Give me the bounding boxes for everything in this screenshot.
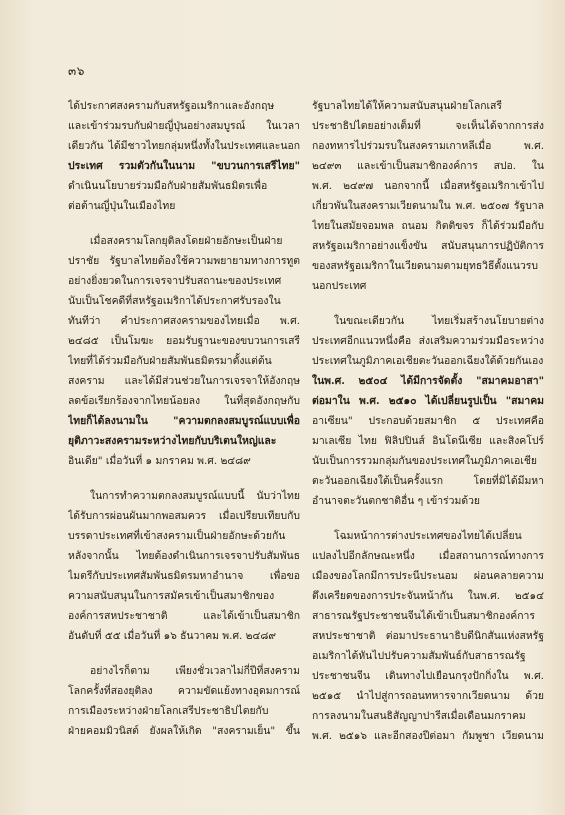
paragraph — [68, 231, 300, 471]
text-line: เมื่อสงครามโลกยุติลงโดยฝ่ายอักษะเป็นฝ่าย — [90, 235, 283, 247]
text-line: อินเดีย" เมื่อวันที่ ๑ มกราคม พ.ศ. ๒๔๘๙ — [68, 455, 251, 467]
text-line: ไทยที่ได้ร่วมมือกับฝ่ายสัมพันธมิตรมาตั้งแต่ต้น — [68, 355, 272, 367]
paragraph — [312, 311, 544, 511]
text-line: องค์การสหประชาชาติ และได้เข้าเป็นสมาชิก — [68, 610, 300, 622]
text-line: ยุติภาวะสงครามระหว่างไทยกับบริเตนใหญ่และ — [68, 435, 277, 447]
text-line: ในขณะเดียวกัน ไทยเริ่มสร้างนโยบายต่าง — [334, 315, 544, 327]
text-line: ประชาธิปไตยอย่างเต็มที่ จะเห็นได้จากการส่ง — [312, 120, 544, 132]
paragraph — [68, 96, 300, 216]
text-line: ได้ประกาศสงครามกับสหรัฐอเมริกาและอังกฤษ — [68, 100, 275, 112]
text-line: อันดับที่ ๕๕ เมื่อวันที่ ๑๖ ธันวาคม พ.ศ. ๒๔๘๙ — [68, 630, 277, 642]
text-line: ตึงเครียดของการประจันหน้ากัน ในพ.ศ. ๒๕๑๔ — [312, 590, 544, 602]
text-line: หลังจากนั้น ไทยต้องดำเนินการเจรจาปรับสัมพันธ — [68, 550, 300, 562]
left-column — [68, 96, 300, 756]
paragraph — [68, 661, 300, 741]
text-line: แปลงไปอีกลักษณะหนึ่ง เมื่อสถานการณ์ทางการ — [312, 550, 544, 562]
text-line: อย่างยิ่งยวดในการเจรจาปรับสถานะของประเทศ — [68, 275, 282, 287]
text-line: ประเทศในภูมิภาคเอเชียตะวันออกเฉียงใต้ด้วยกันเอง — [312, 355, 544, 367]
text-line: ลดข้อเรียกร้องจากไทยน้อยลง ในที่สุดอังกฤษกับ — [68, 395, 300, 407]
text-line: ต่อต้านญี่ปุ่นในเมืองไทย — [68, 200, 176, 212]
text-line: นับเป็นโชคดีที่สหรัฐอเมริกาได้ประกาศรับรองใน — [68, 295, 281, 307]
page-number: ๓๖ — [68, 64, 85, 78]
text-line: การเมืองระหว่างฝ่ายโลกเสรีประชาธิปไตยกับ — [68, 705, 269, 717]
text-line: ในพ.ศ. ๒๕๐๔ ได้มีการจัดตั้ง "สมาคมอาสา" — [312, 375, 544, 387]
text-line: ไทยในสมัยจอมพล ถนอม กิตติขจร ก็ได้ร่วมมือกับ — [312, 220, 544, 232]
text-line: นับเป็นการรวมกลุ่มกันของประเทศในภูมิภาคเอเชีย — [312, 455, 537, 467]
text-line: พ.ศ. ๒๔๙๗ นอกจากนี้ เมื่อสหรัฐอเมริกาเข้าไป — [312, 180, 544, 192]
text-line: บรรดาประเทศที่เข้าสงครามเป็นฝ่ายอักษะด้วยกัน — [68, 530, 286, 542]
text-line: ๒๕๑๕ นำไปสู่การถอนทหารจากเวียดนาม ด้วย — [312, 690, 544, 702]
text-line: นอกประเทศ — [312, 280, 367, 292]
text-line: รัฐบาลไทยได้ให้ความสนับสนุนฝ่ายโลกเสรี — [312, 100, 502, 112]
text-line: เกี่ยวพันในสงครามเวียดนามใน พ.ศ. ๒๕๐๗ รัฐบาล — [312, 200, 544, 212]
text-line: สหรัฐอเมริกาอย่างแข็งขัน สนับสนุนการปฏิบัติการ — [312, 240, 544, 252]
text-line: ตะวันออกเฉียงใต้เป็นครั้งแรก โดยที่มิได้มีมหา — [312, 475, 544, 487]
text-line: สาธารณรัฐประชาชนจีนได้เข้าเป็นสมาชิกองค์การ — [312, 610, 535, 622]
text-line: และเข้าร่วมรบกับฝ่ายญี่ปุ่นอย่างสมบูรณ์ ในเวลา — [68, 120, 300, 132]
text-line: อเมริกาได้หันไปปรับความสัมพันธ์กับสาธารณรัฐ — [312, 650, 526, 662]
text-line: สหประชาชาติ ต่อมาประธานาธิบดีนิกสันแห่งสหรัฐ — [312, 630, 544, 642]
text-line: ของสหรัฐอเมริกาในเวียดนามตามยุทธวิธีตั้งแนวรบ — [312, 260, 538, 272]
text-line: ไมตรีกับประเทศสัมพันธมิตรมหาอำนาจ เพื่อขอ — [68, 570, 300, 582]
text-line: เมืองของโลกมีการประนีประนอม ผ่อนคลายความ — [312, 570, 544, 582]
text-line: อย่างไรก็ตาม เพียงชั่วเวลาไม่กี่ปีที่สงคราม — [90, 665, 300, 677]
text-line: ในการทำความตกลงสมบูรณ์แบบนี้ นับว่าไทย — [90, 490, 300, 502]
text-line: มาเลเซีย ไทย ฟิลิปปินส์ อินโดนีเซีย และสิงคโปร์ — [312, 435, 544, 447]
text-line: ได้รับการผ่อนผันมากพอสมควร เมื่อเปรียบเทียบกับ — [68, 510, 300, 522]
text-line: ๒๔๙๓ และเข้าเป็นสมาชิกองค์การ สปอ. ใน — [312, 160, 544, 172]
text-line: เดียวกัน ได้มีชาวไทยกลุ่มหนึ่งทั้งในประเทศและนอก — [68, 140, 300, 152]
paragraph — [312, 526, 544, 746]
text-line: อำนาจตะวันตกชาติอื่น ๆ เข้าร่วมด้วย — [312, 495, 480, 507]
text-line: ประเทศอีกแนวหนึ่งคือ ส่งเสริมความร่วมมือระหว่าง — [312, 335, 544, 347]
text-line: โฉมหน้าการต่างประเทศของไทยได้เปลี่ยน — [334, 530, 522, 542]
text-line: ความสนับสนุนในการสมัครเข้าเป็นสมาชิกของ — [68, 590, 275, 602]
text-line: สงคราม และได้มีส่วนช่วยในการเจรจาให้อังกฤษ — [68, 375, 300, 387]
text-line: ฝ่ายคอมมิวนิสต์ ยังผลให้เกิด "สงครามเย็น" ขึ้น — [68, 725, 300, 737]
text-line: อาเซียน" ประกอบด้วยสมาชิก ๕ ประเทศคือ — [312, 415, 544, 427]
text-line: ปราชัย รัฐบาลไทยต้องใช้ความพยายามทางการทูต — [68, 255, 300, 267]
text-line: ไทยก็ได้ลงนามใน "ความตกลงสมบูรณ์แบบเพื่อ — [68, 415, 300, 427]
text-line: กองทหารไปร่วมรบในสงครามเกาหลีเมื่อ พ.ศ. — [312, 140, 544, 152]
paragraph — [312, 96, 544, 296]
text-line: ๒๔๘๕ เป็นโมฆะ ยอมรับฐานะของขบวนการเสรี — [68, 335, 300, 347]
right-column — [312, 96, 544, 761]
text-line: พ.ศ. ๒๕๑๖ และอีกสองปีต่อมา กัมพูชา เวียดนาม — [312, 730, 544, 742]
text-line: ทันทีว่า คำประกาศสงครามของไทยเมื่อ พ.ศ. — [68, 315, 300, 327]
text-line: การลงนามในสนธิสัญญาปารีสเมื่อเดือนมกราคม — [312, 710, 526, 722]
text-line: ประชาชนจีน เดินทางไปเยือนกรุงปักกิ่งใน พ.ศ. — [312, 670, 544, 682]
text-line: ดำเนินนโยบายร่วมมือกับฝ่ายสัมพันธมิตรเพื่อ — [68, 180, 268, 192]
text-line: โลกครั้งที่สองยุติลง ความขัดแย้งทางอุดมการณ์ — [68, 685, 300, 697]
paragraph — [68, 486, 300, 646]
text-line: ต่อมาใน พ.ศ. ๒๕๑๐ ได้เปลี่ยนรูปเป็น "สมาคม — [312, 395, 544, 407]
text-line: ประเทศ รวมตัวกันในนาม "ขบวนการเสรีไทย" — [68, 160, 300, 172]
